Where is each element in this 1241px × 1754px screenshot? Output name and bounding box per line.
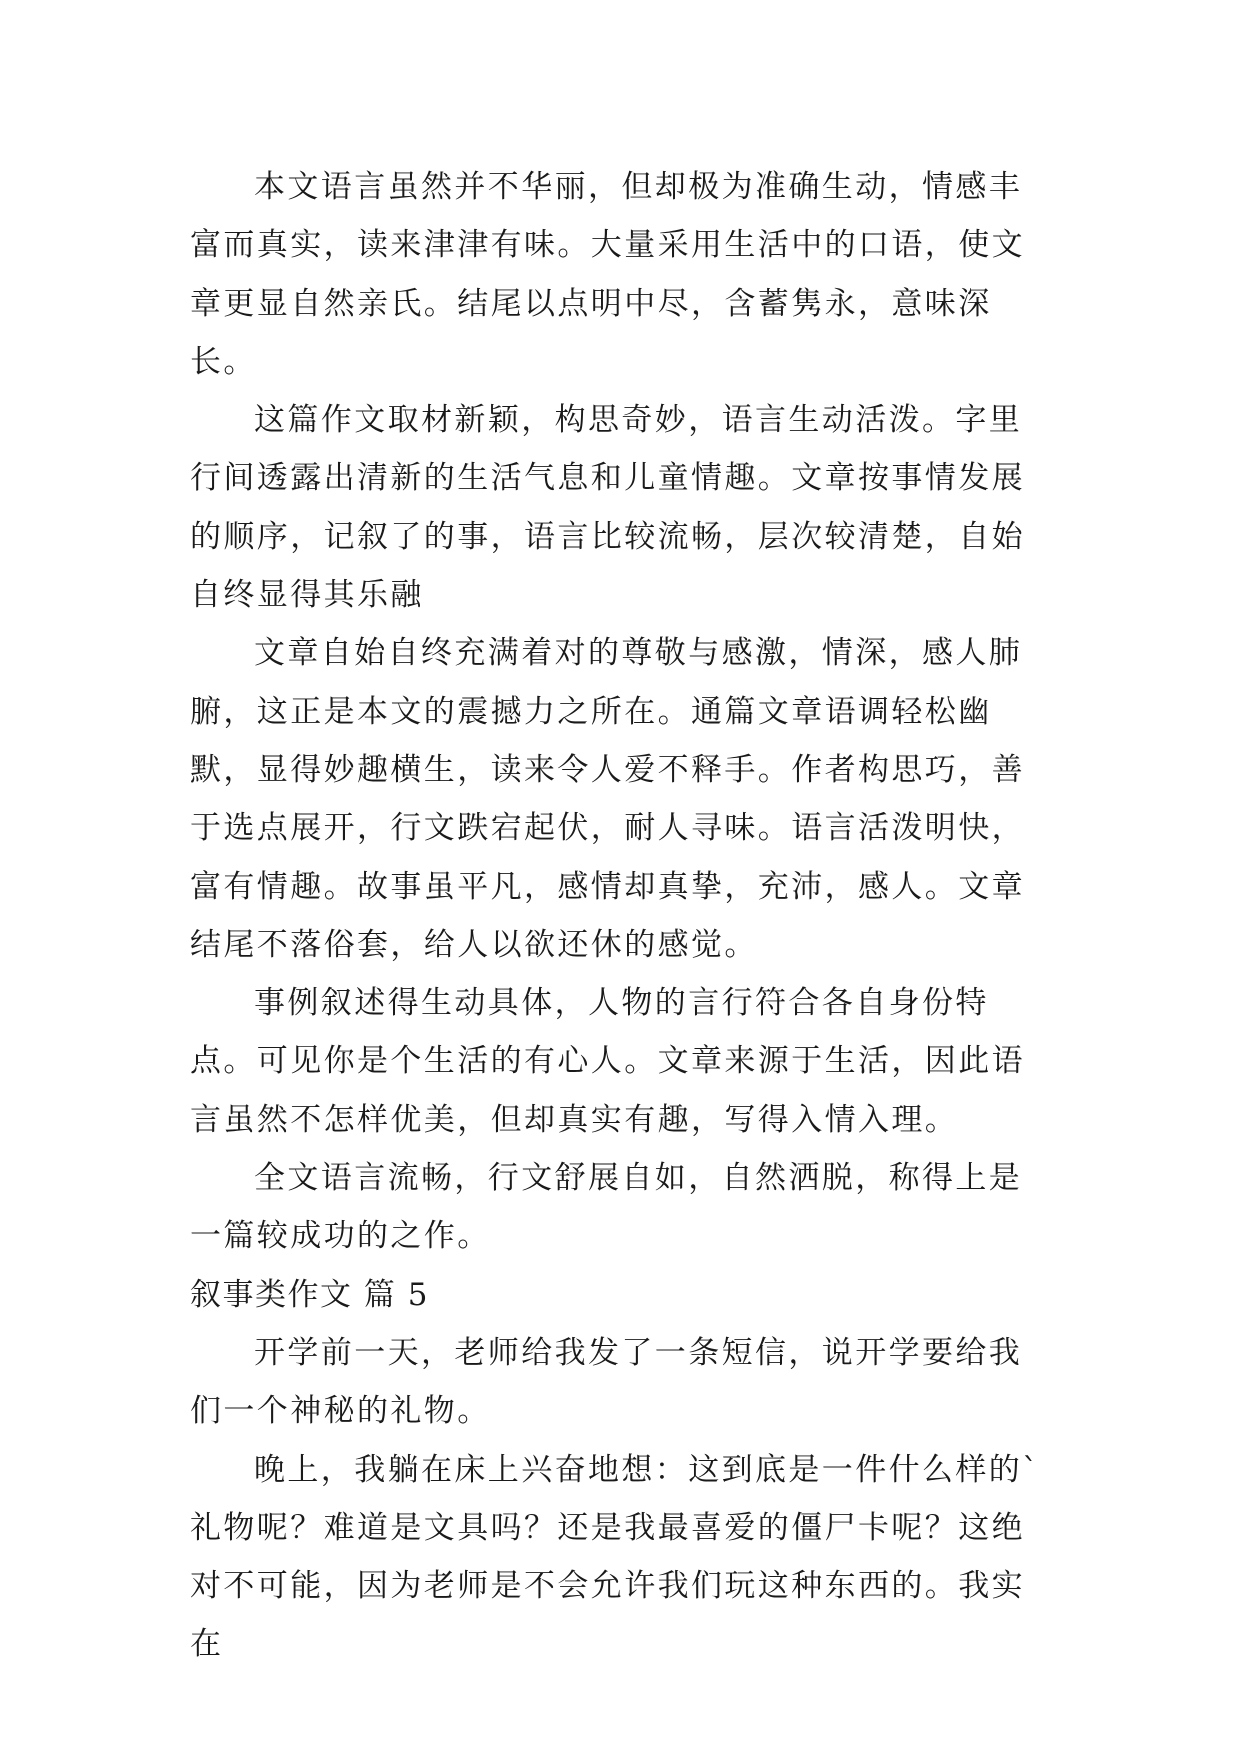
story-paragraph-1: 开学前一天，老师给我发了一条短信，说开学要给我们一个神秘的礼物。 bbox=[190, 1334, 1023, 1430]
document-body bbox=[190, 158, 1050, 1674]
paragraph-2: 这篇作文取材新颖，构思奇妙，语言生动活泼。字里行间透露出清新的生活气息和儿童情趣。文章按事情发展的顺序，记叙了的事，语言比较流畅，层次较清楚，自始自终显得其乐融 bbox=[190, 402, 1025, 614]
paragraph-1: 本文语言虽然并不华丽，但却极为准确生动，情感丰富而真实，读来津津有味。大量采用生活中的口语，使文章更显自然亲氏。结尾以点明中尽，含蓄隽永，意味深长。 bbox=[190, 169, 1025, 380]
section-heading: 叙事类作文 篇 5 bbox=[190, 1276, 429, 1313]
paragraph-4: 事例叙述得生动具体，人物的言行符合各自身份特点。可见你是个生活的有心人。文章来源于生活，因此语言虽然不怎样优美，但却真实有趣，写得入情入理。 bbox=[190, 985, 1025, 1138]
paragraph-5: 全文语言流畅，行文舒展自如，自然洒脱，称得上是一篇较成功的之作。 bbox=[190, 1160, 1023, 1255]
paragraph-3: 文章自始自终充满着对的尊敬与感激，情深，感人肺腑，这正是本文的震撼力之所在。通篇文章语调轻松幽默，显得妙趣横生，读来令人爱不释手。作者构思巧，善于选点展开，行文跌宕起伏，耐人寻味。语言活泼明快，富有情趣。故事虽平凡，感情却真挚，充沛，感人。文章结尾不落俗套，给人以欲还休的感觉。 bbox=[190, 635, 1025, 963]
story-paragraph-2: 晚上，我躺在床上兴奋地想：这到底是一件什么样的`礼物呢？难道是文具吗？还是我最喜爱的僵尸卡呢？这绝对不可能，因为老师是不会允许我们玩这种东西的。我实在 bbox=[190, 1451, 1041, 1663]
